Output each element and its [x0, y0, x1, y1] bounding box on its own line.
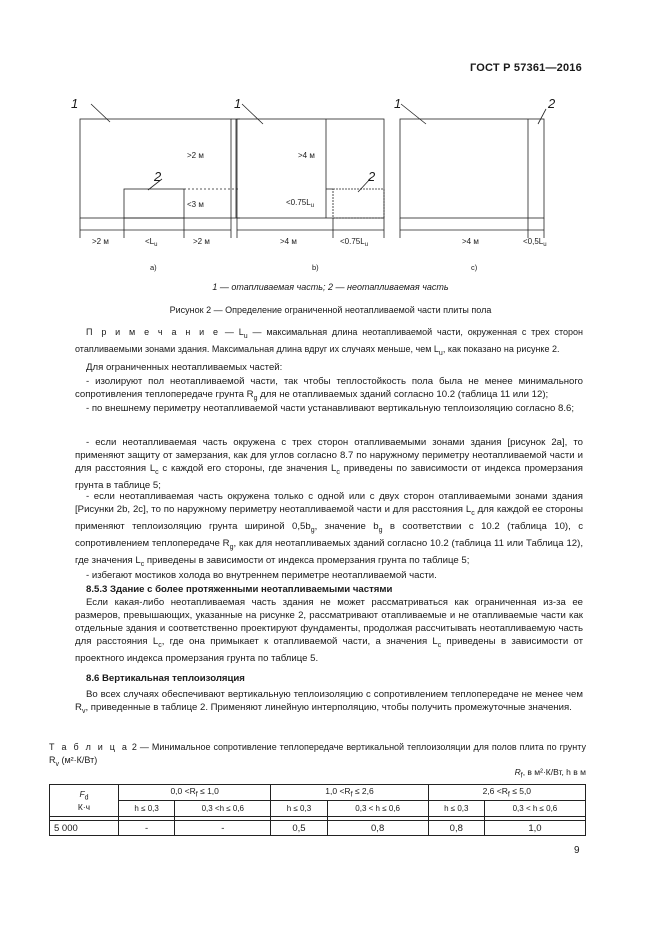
fig-a-dim-right: >2 м — [193, 237, 210, 246]
fig-a-dim-mid: <3 м — [187, 200, 204, 209]
cell: 0,8 — [428, 821, 484, 836]
fig-a-unheated-rect — [124, 189, 184, 218]
subheader: h ≤ 0,3 — [119, 801, 175, 817]
note-paragraph: П р и м е ч а н и е — $L_u$ — максимальная длина неотапливаемой части, окруженная с трех сторон отапливаемыми зонами здания. Максимальная длина вдруг их случаях меньше, чем $L_u$, как показано на рисунке 2. — [75, 327, 583, 357]
fig-a-dim-center: $<L_u$ — [145, 237, 158, 248]
heading-8-6: 8.6 Вертикальная теплоизоляция — [86, 673, 245, 684]
callout-1-b: 1 — [234, 96, 242, 111]
paragraph-5: - если неотапливаемая часть окружена только с одной или с двух сторон отапливаемыми зонами здания [Рисунки 2b, 2c], то по наружному периметру неотапливаемой части и для расстояния $L_c$ для каждой ее стороны применяют теплоизоляцию грунта шириной $0,5b_g$, значение $b_g$ в соответствии с 10.2 (таблица 10), с сопротивлением теплопередаче $R_g$, как для неотапливаемых зданий согласно 10.2 (таблица 11 или Таблица 12), где значения $L_c$ приведены в зависимости от индекса промерзания грунта по таблице 5; — [75, 491, 584, 568]
fig-c-label: с) — [471, 263, 478, 272]
heading-8-5-3: 8.5.3 Здание с более протяженными неотапливаемыми частями — [86, 584, 393, 595]
header-fd: $F_d$ К·ч — [50, 785, 119, 817]
fig-b-dim-top: >4 м — [298, 151, 315, 160]
fig-b-dim-right: $<0.75L_u$ — [340, 237, 369, 248]
table-units: $R_f$, в м²·К/Вт, h в м — [514, 767, 586, 780]
fig-b-dim-mid: $<0.75L_u$ — [286, 198, 315, 209]
callout-1-a: 1 — [71, 96, 79, 111]
page-number: 9 — [574, 845, 580, 856]
callout-1-c: 1 — [394, 96, 402, 111]
paragraph-4: - если неотапливаемая часть окружена с трех сторон отапливаемыми зонами здания [рисунок 2а], то применяют защиту от замерзания, как для углов согласно 8.7 по наружному периметру неотапливаемой части и для расстояния $L_c$ с каждой его стороны, где значения $L_c$ приведены по зависимости от индекса промерзания грунта в таблице 5; — [75, 437, 583, 492]
paragraph-3: - по внешнему периметру неотапливаемой части устанавливают вертикальную теплоизоляцию согласно 8.6; — [86, 403, 575, 414]
header-group-2: $1,0 <R_f \le 2,6$ — [271, 785, 428, 801]
fig-c-dim-right: $<0,5L_u$ — [523, 237, 547, 248]
header-group-3: $2,6 <R_f \le 5,0$ — [428, 785, 585, 801]
cell-fd: 5 000 — [50, 821, 119, 836]
header-group-1: $0,0 <R_f \le 1,0$ — [119, 785, 271, 801]
callout-2-c: 2 — [548, 96, 556, 111]
fig-b-label: b) — [312, 263, 319, 272]
fig-b-unheated-rect — [333, 189, 384, 218]
cell: 0,5 — [271, 821, 327, 836]
paragraph-6: - избегают мостиков холода во внутреннем периметре неотапливаемой части. — [86, 570, 437, 581]
cell: - — [119, 821, 175, 836]
fig-a-label: а) — [150, 263, 157, 272]
subheader: 0,3 <h ≤ 0,6 — [175, 801, 271, 817]
fig-b-dim-left: >4 м — [280, 237, 297, 246]
table-title: Т а б л и ц а 2 — Минимальное сопротивление теплопередаче вертикальной теплоизоляции для полов плита по грунту $R_v$ (м²·К/Вт) — [49, 742, 586, 768]
standard-number: ГОСТ Р 57361—2016 — [470, 62, 582, 74]
table-row — [50, 821, 586, 836]
fig-c-heated-rect — [400, 119, 544, 218]
callout-2-b: 2 — [368, 169, 376, 184]
subheader: h ≤ 0,3 — [428, 801, 484, 817]
fig-c-dim-left: >4 м — [462, 237, 479, 246]
callout-2-a: 2 — [154, 169, 162, 184]
subheader: h ≤ 0,3 — [271, 801, 327, 817]
figure-legend: 1 — отапливаемая часть; 2 — неотапливаемая часть — [212, 282, 449, 292]
figure-caption: Рисунок 2 — Определение ограниченной неотапливаемой части плиты пола — [169, 305, 492, 315]
table-2 — [49, 784, 586, 836]
cell: - — [175, 821, 271, 836]
subheader: 0,3 < h ≤ 0,6 — [484, 801, 585, 817]
cell: 1,0 — [484, 821, 585, 836]
paragraph-1: Для ограниченных неотапливаемых частей: — [86, 362, 283, 373]
paragraph-7: Если какая-либо неотапливаемая часть здания не может рассматриваться как ограниченная из-за ее размеров, превышающих, указанные на рисунке 2, рассматривают отапливаемые и не отапливаемые части как отдельные здания и соответственно проектируют фундаменты, продолжая рассчитывать неотапливаемую часть для расстояния $L_c$, где она примыкает к отапливаемой части, а значения $L_c$ приведены в зависимости от проектного индекса промерзания грунта по таблице 5. — [75, 597, 583, 665]
cell: 0,8 — [327, 821, 428, 836]
paragraph-8: Во всех случаях обеспечивают вертикальную теплоизоляцию с сопротивлением теплопередаче не менее чем $R_v$, приведенные в таблице 2. Применяют линейную интерполяцию, чтобы получить промежуточные значения. — [75, 689, 583, 715]
paragraph-2: - изолируют пол неотапливаемой части, так чтобы теплостойкость пола была не менее минимального сопротивления теплопередаче грунта $R_g$ для не отапливаемых зданий согласно 10.2 (таблица 11 или 12); — [75, 376, 583, 402]
figure-2 — [0, 0, 661, 330]
fig-a-dim-top: >2 м — [187, 151, 204, 160]
subheader: 0,3 < h ≤ 0,6 — [327, 801, 428, 817]
fig-a-dim-left: >2 м — [92, 237, 109, 246]
